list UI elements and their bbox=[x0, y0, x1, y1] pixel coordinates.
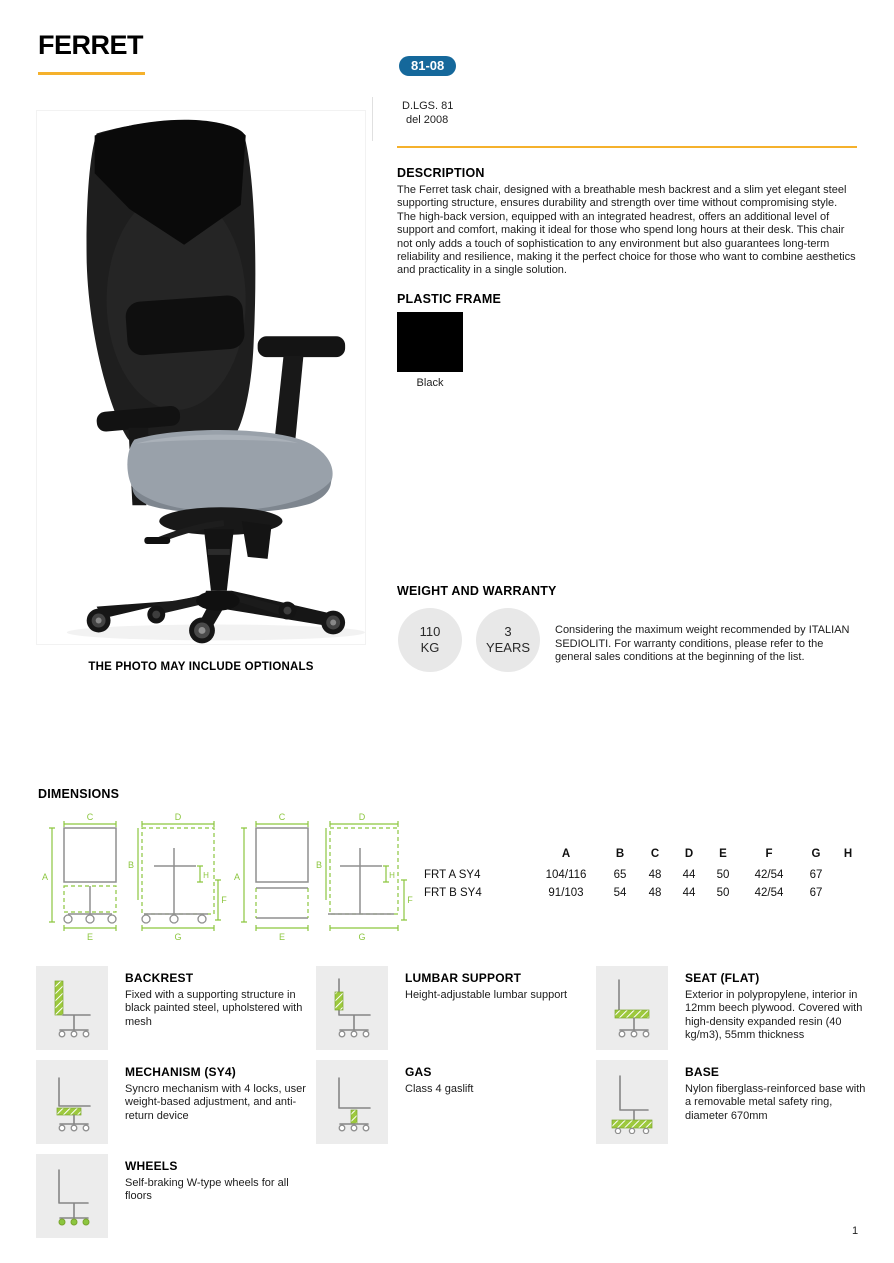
svg-text:B: B bbox=[315, 860, 323, 870]
feature-text: Fixed with a supporting structure in black painted steel, upholstered with mesh bbox=[125, 989, 303, 1028]
diagram-side-fixed bbox=[316, 812, 413, 942]
table-row: FRT A SY4 104/116 65 48 44 50 42/54 67 bbox=[424, 869, 823, 881]
feature-text: Exterior in polypropylene, interior in 12mm beech plywood. Covered with high-density expanded resin (40 kg/m3), 55mm thickness bbox=[685, 989, 863, 1042]
product-photo bbox=[36, 110, 366, 645]
certification-text bbox=[402, 99, 453, 127]
feature-text: Height-adjustable lumbar support bbox=[405, 989, 568, 1001]
svg-text:E: E bbox=[278, 932, 286, 942]
svg-text:B: B bbox=[127, 860, 135, 870]
dimensions-heading: DIMENSIONS bbox=[38, 787, 120, 801]
description-text: The Ferret task chair, designed with a breathable mesh backrest and a slim yet elegant steel supporting structure, ensures durability and strength over time without compromising style. The high-back version, equipped with an integrated headrest, offers an additional level of support and comfort, making it ideal for those who spend long hours at their desk. This chair not only adds a touch of sophistication to any environment but also guarantees long-term reliability and resilience, making it the perfect choice for those who want to combine aesthetics and practicality in a single solution. bbox=[397, 184, 856, 277]
svg-text:C: C bbox=[278, 812, 286, 822]
feature-wheels bbox=[36, 1154, 316, 1248]
svg-text:F: F bbox=[221, 895, 227, 905]
feature-text: Class 4 gaslift bbox=[405, 1083, 474, 1095]
feature-base bbox=[596, 1060, 866, 1154]
feature-grid bbox=[36, 966, 866, 1248]
base-icon bbox=[596, 1060, 668, 1144]
dimensions-table-header: A B C D E F G H bbox=[561, 848, 853, 860]
table-row: FRT B SY4 91/103 54 48 44 50 42/54 67 bbox=[424, 887, 823, 899]
weight-unit: KG bbox=[420, 640, 440, 655]
dimensions-table bbox=[424, 845, 862, 902]
warranty-unit: YEARS bbox=[485, 640, 531, 655]
feature-text: Nylon fiberglass-reinforced base with a removable metal safety ring, diameter 670mm bbox=[685, 1083, 866, 1122]
wheels-icon bbox=[36, 1154, 108, 1238]
svg-text:A: A bbox=[233, 872, 241, 882]
feature-gas bbox=[316, 1060, 596, 1154]
diagram-front-fixed bbox=[234, 812, 308, 942]
photo-caption: THE PHOTO MAY INCLUDE OPTIONALS bbox=[88, 661, 314, 673]
weight-warranty-heading: WEIGHT AND WARRANTY bbox=[397, 584, 557, 598]
svg-text:G: G bbox=[174, 932, 182, 942]
feature-title: MECHANISM (SY4) bbox=[125, 1065, 237, 1079]
gas-icon bbox=[316, 1060, 388, 1144]
page-number: 1 bbox=[852, 1225, 859, 1237]
svg-text:E: E bbox=[86, 932, 94, 942]
certification-line2: del 2008 bbox=[406, 114, 449, 126]
feature-title: BASE bbox=[685, 1065, 720, 1079]
plastic-frame-heading: PLASTIC FRAME bbox=[397, 292, 501, 306]
feature-text: Self-braking W-type wheels for all floors bbox=[125, 1177, 289, 1203]
warranty-value: 3 bbox=[504, 624, 512, 639]
mechanism-icon bbox=[36, 1060, 108, 1144]
dimension-diagrams bbox=[38, 810, 414, 946]
product-code-badge: 81-08 bbox=[399, 56, 456, 76]
feature-title: LUMBAR SUPPORT bbox=[405, 971, 522, 985]
title-underline bbox=[38, 72, 145, 75]
svg-text:D: D bbox=[174, 812, 182, 822]
feature-title: SEAT (FLAT) bbox=[685, 971, 760, 985]
lumbar-support-icon bbox=[316, 966, 388, 1050]
description-heading: DESCRIPTION bbox=[397, 166, 485, 180]
certification-line1: D.LGS. 81 bbox=[402, 100, 454, 112]
weight-badge bbox=[398, 608, 462, 672]
backrest-icon bbox=[36, 966, 108, 1050]
feature-title: BACKREST bbox=[125, 971, 194, 985]
svg-text:A: A bbox=[41, 872, 49, 882]
color-swatch bbox=[397, 312, 463, 372]
diagram-side-wheels bbox=[128, 812, 227, 942]
diagram-front-wheels bbox=[42, 812, 116, 942]
feature-lumbar-support bbox=[316, 966, 596, 1060]
page-title: FERRET bbox=[38, 30, 143, 60]
seat-icon bbox=[596, 966, 668, 1050]
feature-title: GAS bbox=[405, 1065, 432, 1079]
weight-value: 110 bbox=[419, 624, 441, 639]
warranty-badge bbox=[476, 608, 540, 672]
feature-title: WHEELS bbox=[125, 1159, 178, 1173]
svg-text:G: G bbox=[358, 932, 366, 942]
svg-text:C: C bbox=[86, 812, 94, 822]
feature-mechanism bbox=[36, 1060, 316, 1154]
header-rule bbox=[397, 146, 857, 148]
svg-text:H: H bbox=[389, 871, 395, 880]
chair-image bbox=[37, 111, 365, 644]
svg-text:F: F bbox=[407, 895, 413, 905]
feature-seat bbox=[596, 966, 866, 1060]
feature-backrest bbox=[36, 966, 316, 1060]
color-swatch-label: Black bbox=[416, 377, 444, 389]
feature-text: Syncro mechanism with 4 locks, user weight-based adjustment, and anti-return device bbox=[125, 1083, 306, 1122]
svg-text:H: H bbox=[203, 871, 209, 880]
warranty-note: Considering the maximum weight recommended by ITALIAN SEDIOLITI. For warranty conditions, please refer to the general sales conditions at the beginning of the list. bbox=[555, 624, 850, 664]
svg-text:D: D bbox=[358, 812, 366, 822]
certification-divider bbox=[372, 97, 373, 141]
